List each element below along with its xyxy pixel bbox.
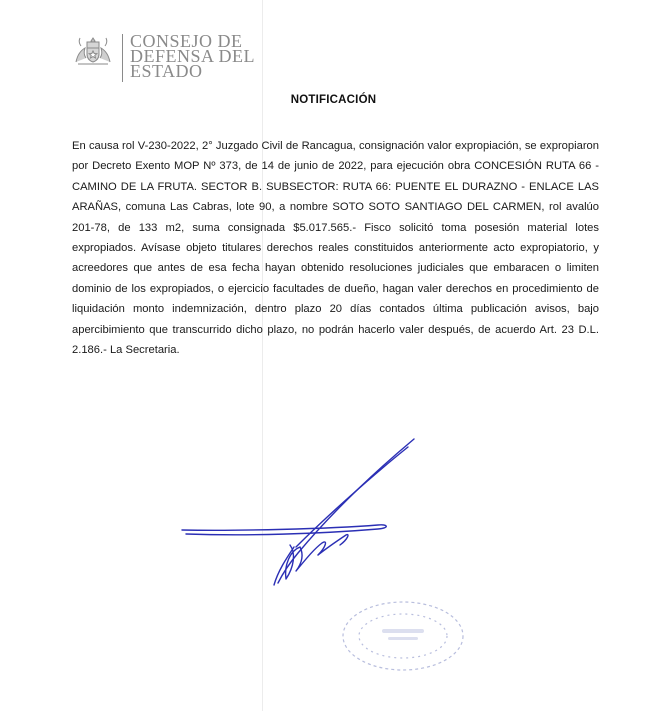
notice-body: En causa rol V-230-2022, 2° Juzgado Civil de Rancagua, consignación valor expropiación, se expropiaron por Decreto Exento MOP Nº 373, de 14 de junio de 2022, para ejecución obra CONCESIÓN RUTA 66 - CAMINO DE LA FRUTA. SECTOR B. SUBSECTOR: RUTA 66: PUENTE EL DURAZNO - ENLACE LAS ARAÑAS, comuna Las Cabras, lote 90, a nombre SOTO SOTO SANTIAGO DEL CARMEN, rol avalúo 201-78, de 133 m2, suma consignada $5.017.565.- Fisco solicitó toma posesión material lotes expropiados. Avísase objeto titulares derechos reales constituidos anteriormente acto expropiatorio, y acreedores que antes de esa fecha hayan obtenido resoluciones judiciales que embaracen o limiten dominio de los expropiados, o ejercicio facultades de dueño, hagan valer derechos en procedimiento de liquidación monto indemnización, dentro plazo 20 días contados última publicación avisos, bajo apercibimiento que transcurrido dicho plazo, no podrán hacerlo valer después, de acuerdo Art. 23 D.L. 2.186.- La Secretaria. [72,140,599,357]
org-line-2: DEFENSA DEL [130,46,256,66]
org-line-3: ESTADO [130,61,203,81]
org-line-1: CONSEJO DE [130,31,243,51]
letterhead-divider [122,34,123,82]
official-stamp [338,596,468,676]
organization-name [130,31,256,81]
signature [178,435,418,595]
document-title: NOTIFICACIÓN [290,94,377,106]
coat-of-arms-icon [72,32,114,68]
